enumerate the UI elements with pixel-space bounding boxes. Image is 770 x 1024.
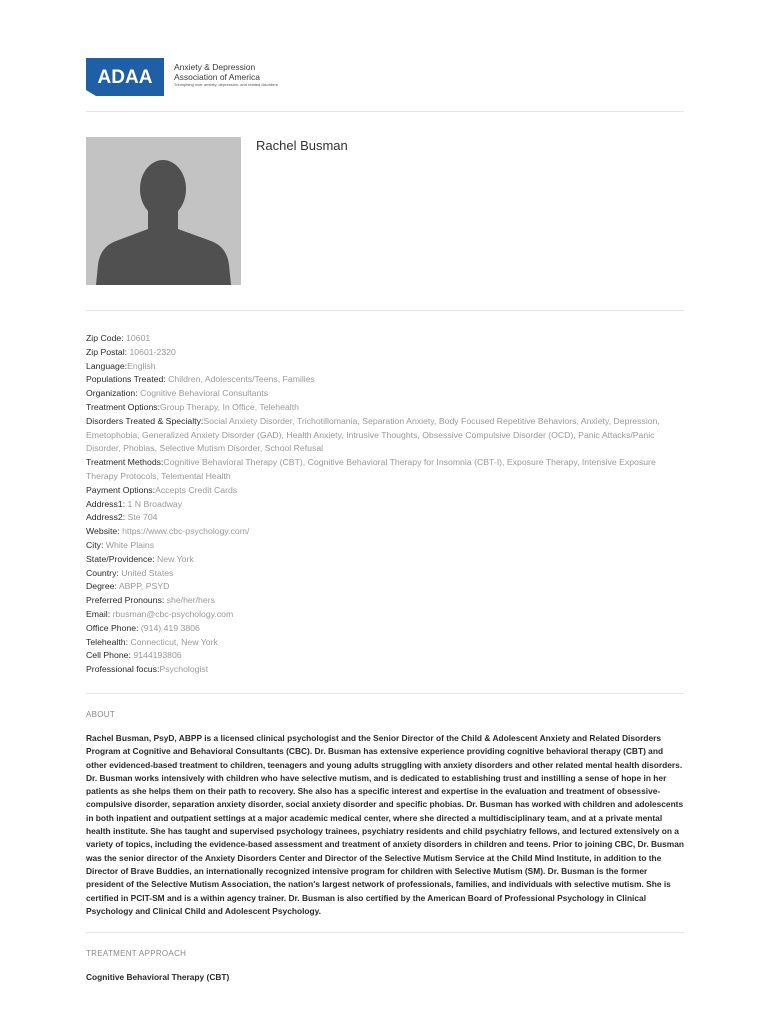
detail-value[interactable]: rbusman@cbc-psychology.com [112, 608, 234, 619]
treatment-approach-heading: TREATMENT APPROACH [86, 949, 187, 958]
detail-row [86, 539, 686, 553]
detail-value: she/her/hers [166, 595, 215, 606]
detail-row [86, 415, 686, 456]
profile-name: Rachel Busman [256, 138, 348, 153]
detail-label: Professional focus: [86, 664, 160, 675]
detail-row [86, 580, 686, 594]
detail-row [86, 636, 686, 650]
detail-label: State/Providence: [86, 553, 157, 564]
detail-value: Ste 704 [127, 512, 158, 523]
logo-tagline: Triumphing over anxiety, depression, and related disorders [174, 82, 278, 87]
detail-row [86, 622, 686, 636]
detail-row [86, 360, 686, 374]
detail-label: Language: [86, 360, 128, 371]
detail-label: Website: [86, 526, 123, 537]
detail-label: Country: [86, 567, 122, 578]
detail-label: City: [86, 539, 106, 550]
detail-row [86, 511, 686, 525]
detail-label: Zip Postal: [86, 346, 130, 357]
logo-abbr: ADAA [97, 67, 153, 88]
detail-label: Treatment Options: [86, 401, 161, 412]
detail-row [86, 346, 686, 360]
profile-divider [86, 310, 684, 311]
detail-row [86, 332, 686, 346]
detail-row [86, 649, 686, 663]
detail-row [86, 456, 686, 484]
detail-value: Social Anxiety Disorder, Trichotillomania, Separation Anxiety, Body Focused Repetitive Behaviors, Anxiety, Depression, Emetophobia, Generalized Anxiety Disorder (GAD), Health Anxiety, Intrusive Thoughts, Obsessive Compulsive Disorder (OCD), Panic Attacks/Panic Disorder, Phobias, Selective Mutism Disorder, School Refusal [86, 415, 660, 454]
detail-value: Cognitive Behavioral Consultants [140, 388, 269, 399]
detail-value: Accepts Credit Cards [155, 484, 238, 495]
detail-label: Disorders Treated & Specialty: [86, 415, 204, 426]
detail-value: 10601-2320 [129, 346, 176, 357]
detail-label: Office Phone: [86, 622, 141, 633]
detail-label: Payment Options: [86, 484, 156, 495]
detail-label: Cell Phone: [86, 650, 134, 661]
detail-label: Email: [86, 608, 113, 619]
detail-value[interactable]: (914) 419 3806 [140, 622, 200, 633]
logo-org-name: Anxiety & Depression Association of America [174, 62, 260, 82]
detail-value[interactable]: https://www.cbc-psychology.com/ [122, 526, 250, 537]
detail-row [86, 594, 686, 608]
treatment-approach-item: Cognitive Behavioral Therapy (CBT) [86, 972, 230, 982]
about-divider [86, 932, 684, 933]
detail-label: Address1: [86, 498, 128, 509]
detail-row [86, 663, 686, 677]
detail-label: Preferred Pronouns: [86, 595, 167, 606]
profile-photo [86, 137, 241, 285]
detail-row [86, 373, 686, 387]
detail-value: United States [121, 567, 174, 578]
detail-row [86, 498, 686, 512]
header-divider [86, 111, 684, 112]
detail-row [86, 553, 686, 567]
detail-row [86, 484, 686, 498]
detail-value: Cognitive Behavioral Therapy (CBT), Cognitive Behavioral Therapy for Insomnia (CBT-I), Exposure Therapy, Intensive Exposure Therapy Protocols, Telemental Health [86, 457, 656, 481]
about-heading: ABOUT [86, 710, 116, 719]
detail-value: 10601 [126, 333, 151, 343]
detail-row [86, 401, 686, 415]
detail-label: Degree: [86, 581, 119, 592]
profile-details [86, 332, 686, 677]
detail-value: Psychologist [159, 664, 209, 675]
detail-value: Children, Adolescents/Teens, Families [168, 374, 315, 385]
detail-value: White Plains [105, 539, 155, 550]
details-divider [86, 693, 684, 694]
detail-value: English [127, 360, 156, 371]
detail-row [86, 608, 686, 622]
detail-label: Treatment Methods: [86, 457, 164, 468]
detail-value[interactable]: 9144193806 [133, 650, 182, 661]
detail-value: 1 N Broadway [127, 498, 183, 509]
detail-value: Connecticut, New York [130, 636, 218, 647]
detail-label: Address2: [86, 512, 128, 523]
adaa-logo-badge-icon [86, 58, 164, 96]
detail-value: New York [157, 553, 194, 564]
detail-value: ABPP, PSYD [118, 581, 170, 592]
adaa-logo[interactable] [86, 58, 276, 98]
about-text: Rachel Busman, PsyD, ABPP is a licensed clinical psychologist and the Senior Director of the Child & Adolescent Anxiety and Related Disorders Program at Cognitive and Behavioral Consultants (CBC). Dr. Busman has extensive experience providing cognitive behavioral therapy (CBT) and other evidenced-based treatment to children, teenagers and young adults struggling with anxiety disorders and other related mental health disorders. Dr. Busman works intensively with children who have selective mutism, and is dedicated to establishing trust and instilling a sense of hope in her patients as she helps them on their path to recovery. She also has a specific interest and expertise in the evaluation and treatment of obsessive-compulsive disorder, separation anxiety disorder, social anxiety disorder and specific phobias. Dr. Busman has worked with children and adolescents in both inpatient and outpatient settings at a major academic medical center, where she directed a multidisciplinary team, and at a private mental health institute. She has taught and supervised psychology trainees, psychiatry residents and child psychiatry fellows, and lectured extensively on a variety of topics, including the evidence-based assessment and treatment of anxiety disorders in children and teens. Prior to joining CBC, Dr. Busman was the senior director of the Anxiety Disorders Center and Director of the Selective Mutism Service at the Child Mind Institute, in addition to the Director of Brave Buddies, an internationally recognized intensive program for children with Selective Mutism (SM). Dr. Busman is the former president of the Selective Mutism Association, the nation's largest network of professionals, families, and individuals with selective mutism. She is certified in PCIT-SM and is a within agency trainer. Dr. Busman is also certified by the American Board of Professional Psychology in Clinical Psychology and Clinical Child and Adolescent Psychology. [86, 733, 685, 916]
detail-label: Zip Code: [86, 333, 127, 343]
detail-label: Populations Treated: [86, 374, 169, 385]
detail-row [86, 525, 686, 539]
detail-row [86, 387, 686, 401]
detail-label: Organization: [86, 388, 141, 399]
person-silhouette-icon [86, 137, 241, 285]
detail-row [86, 567, 686, 581]
detail-label: Telehealth: [86, 636, 131, 647]
detail-value: Group Therapy, In Office, Telehealth [160, 401, 299, 412]
